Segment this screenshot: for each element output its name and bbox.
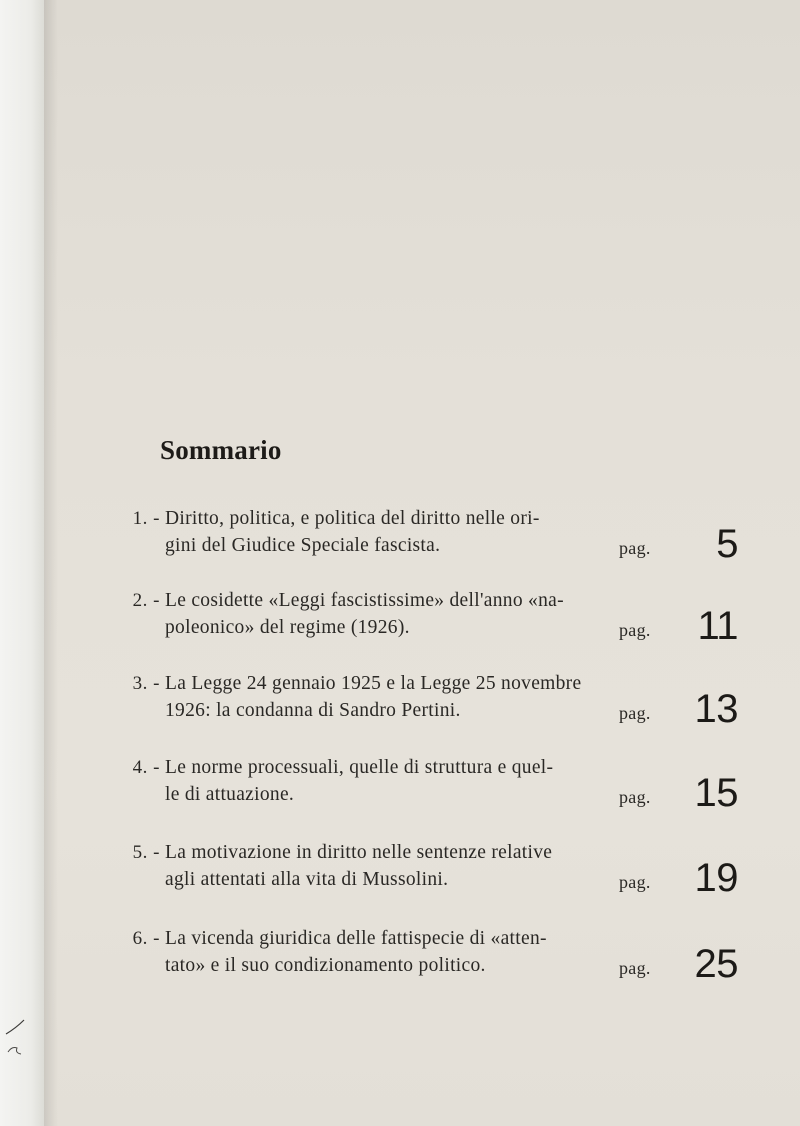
entry-page-number: 5 [716, 522, 738, 566]
entry-title-line-2: 1926: la condanna di Sandro Pertini. [165, 700, 461, 721]
entry-page-number: 11 [697, 604, 738, 648]
facing-page-edge [0, 0, 44, 1126]
entry-number: 4. - [132, 757, 160, 778]
pag-label: pag. [619, 958, 651, 978]
entry-number: 5. - [132, 842, 160, 863]
toc-entry-1 [108, 508, 738, 588]
page-gutter-shadow [44, 0, 58, 1126]
entry-number: 1. - [132, 508, 160, 529]
entry-title-line-1: Diritto, politica, e politica del diritto nelle ori- [165, 508, 540, 529]
entry-title-line-1: La motivazione in diritto nelle sentenze relative [165, 842, 553, 863]
entry-number: 2. - [132, 590, 160, 611]
pag-label: pag. [619, 872, 651, 892]
pag-label: pag. [619, 538, 651, 558]
pag-label: pag. [619, 620, 651, 640]
entry-title-line-2: gini del Giudice Speciale fascista. [165, 535, 441, 556]
entry-title-line-2: le di attuazione. [165, 784, 295, 805]
pag-label: pag. [619, 703, 651, 723]
entry-page-number: 25 [694, 942, 738, 986]
entry-title-line-1: La vicenda giuridica delle fattispecie di «atten- [165, 928, 547, 949]
toc-entry-5 [108, 842, 738, 922]
pag-label: pag. [619, 787, 651, 807]
entry-page-number: 15 [694, 771, 738, 815]
entry-number: 6. - [132, 928, 160, 949]
entry-title-line-1: La Legge 24 gennaio 1925 e la Legge 25 novembre [165, 673, 582, 694]
entry-title-line-1: Le norme processuali, quelle di struttura e quel- [165, 757, 554, 778]
entry-title-line-2: poleonico» del regime (1926). [165, 617, 410, 638]
toc-entry-6 [108, 928, 738, 1008]
entry-page-number: 13 [694, 687, 738, 731]
entry-title-line-1: Le cosidette «Leggi fascistissime» dell'anno «na- [165, 590, 564, 611]
toc-entry-3 [108, 673, 738, 753]
entry-title-line-2: tato» e il suo condizionamento politico. [165, 955, 486, 976]
toc-title: Sommario [160, 435, 282, 465]
handwritten-mark [2, 1012, 38, 1072]
entry-page-number: 19 [694, 856, 738, 900]
entry-number: 3. - [132, 673, 160, 694]
toc-entry-4 [108, 757, 738, 837]
toc-entry-2 [108, 590, 738, 670]
entry-title-line-2: agli attentati alla vita di Mussolini. [165, 869, 449, 890]
